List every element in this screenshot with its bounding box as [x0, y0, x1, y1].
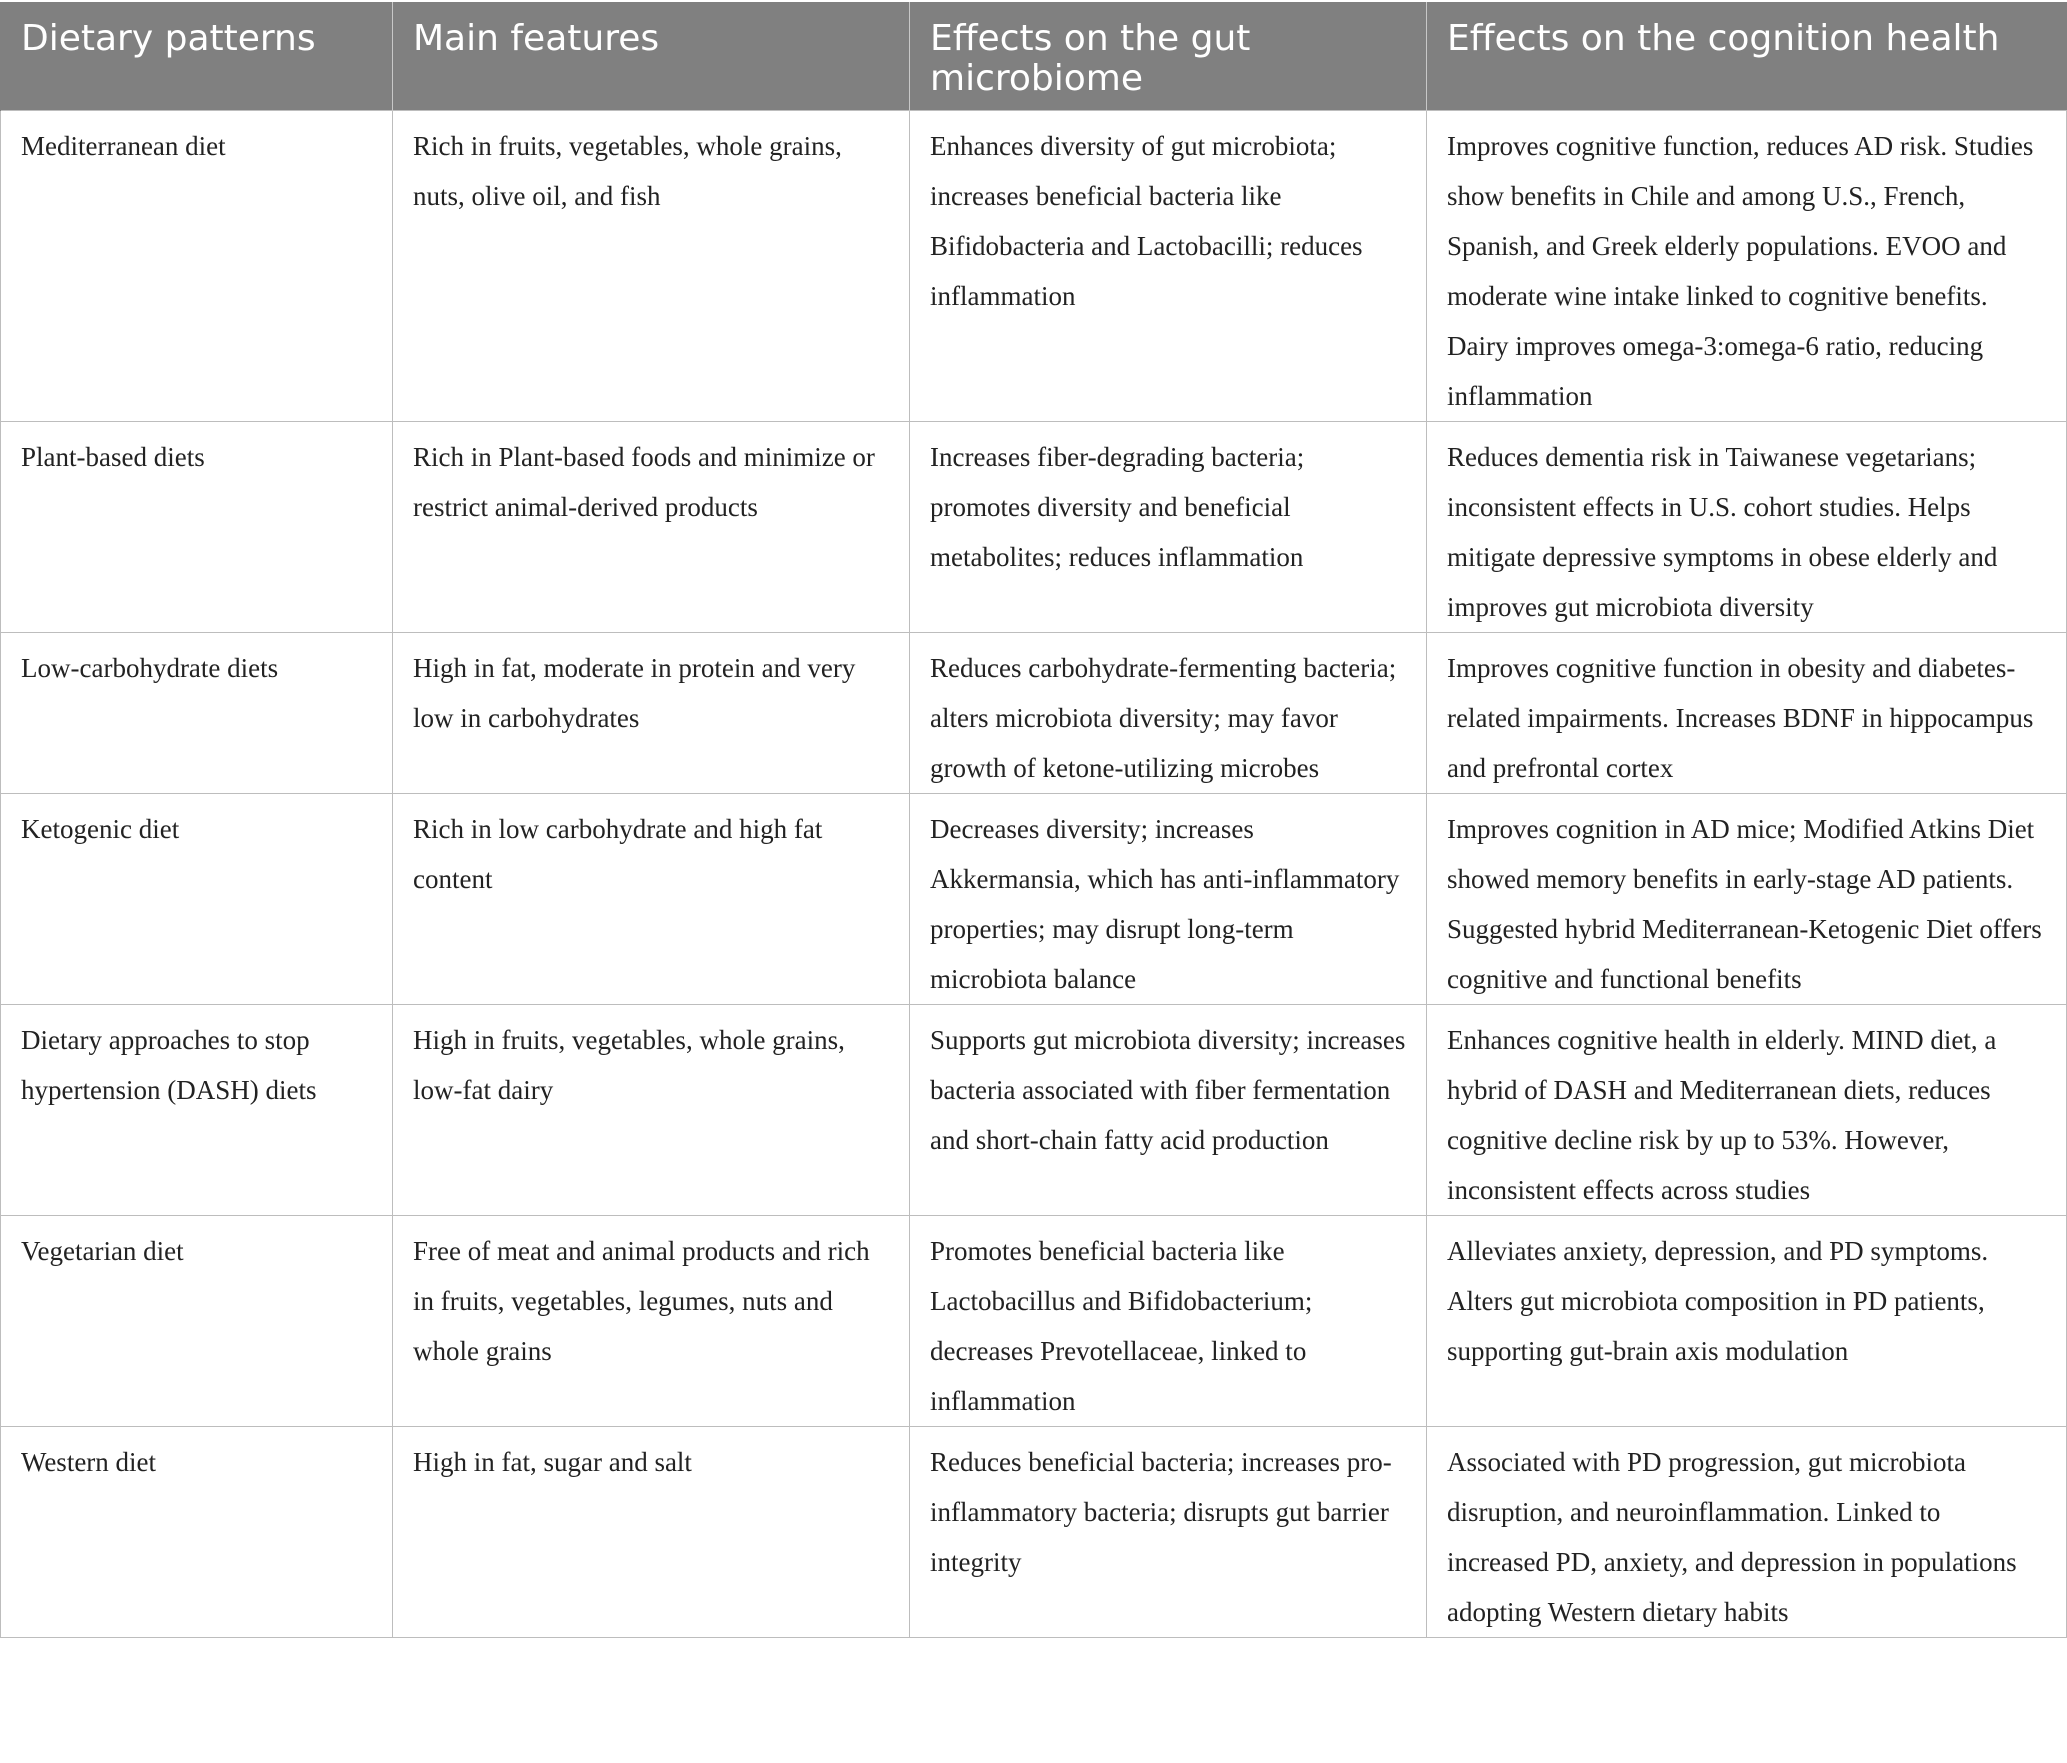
diet-comparison-table — [0, 2, 2067, 1638]
cell-features: Rich in low carbohydrate and high fat content — [393, 794, 910, 1005]
cell-pattern: Plant-based diets — [1, 422, 393, 633]
table-row — [1, 1216, 2067, 1427]
table-row — [1, 633, 2067, 794]
cell-features: Free of meat and animal products and rich in fruits, vegetables, legumes, nuts and whole grains — [393, 1216, 910, 1427]
header-row — [1, 2, 2067, 111]
cell-features: High in fat, sugar and salt — [393, 1427, 910, 1638]
cell-pattern: Western diet — [1, 1427, 393, 1638]
cell-features: High in fat, moderate in protein and very low in carbohydrates — [393, 633, 910, 794]
cell-cognition: Enhances cognitive health in elderly. MIND diet, a hybrid of DASH and Mediterranean diets, reduces cognitive decline risk by up to 53%. However, inconsistent effects across studies — [1427, 1005, 2067, 1216]
cell-pattern: Low-carbohydrate diets — [1, 633, 393, 794]
header-gut-microbiome-effects: Effects on the gut microbiome — [910, 2, 1427, 111]
cell-gut: Supports gut microbiota diversity; increases bacteria associated with fiber fermentation and short-chain fatty acid production — [910, 1005, 1427, 1216]
cell-gut: Enhances diversity of gut microbiota; increases beneficial bacteria like Bifidobacteria and Lactobacilli; reduces inflammation — [910, 111, 1427, 422]
cell-cognition: Improves cognitive function, reduces AD risk. Studies show benefits in Chile and among U.S., French, Spanish, and Greek elderly populations. EVOO and moderate wine intake linked to cognitive benefits. Dairy improves omega-3:omega-6 ratio, reducing inflammation — [1427, 111, 2067, 422]
cell-features: Rich in Plant-based foods and minimize or restrict animal-derived products — [393, 422, 910, 633]
table-body — [1, 111, 2067, 1638]
table-row — [1, 1427, 2067, 1638]
cell-features: High in fruits, vegetables, whole grains, low-fat dairy — [393, 1005, 910, 1216]
cell-cognition: Improves cognition in AD mice; Modified Atkins Diet showed memory benefits in early-stage AD patients. Suggested hybrid Mediterranean-Ketogenic Diet offers cognitive and functional benefits — [1427, 794, 2067, 1005]
table-row — [1, 422, 2067, 633]
table-row — [1, 1005, 2067, 1216]
cell-pattern: Dietary approaches to stop hypertension (DASH) diets — [1, 1005, 393, 1216]
header-main-features: Main features — [393, 2, 910, 111]
cell-cognition: Associated with PD progression, gut microbiota disruption, and neuroinflammation. Linked to increased PD, anxiety, and depression in populations adopting Western dietary habits — [1427, 1427, 2067, 1638]
cell-cognition: Alleviates anxiety, depression, and PD symptoms. Alters gut microbiota composition in PD patients, supporting gut-brain axis modulation — [1427, 1216, 2067, 1427]
cell-gut: Reduces carbohydrate-fermenting bacteria; alters microbiota diversity; may favor growth of ketone-utilizing microbes — [910, 633, 1427, 794]
header-cognition-effects: Effects on the cognition health — [1427, 2, 2067, 111]
cell-gut: Promotes beneficial bacteria like Lactobacillus and Bifidobacterium; decreases Prevotellaceae, linked to inflammation — [910, 1216, 1427, 1427]
table-row — [1, 794, 2067, 1005]
cell-pattern: Vegetarian diet — [1, 1216, 393, 1427]
cell-features: Rich in fruits, vegetables, whole grains, nuts, olive oil, and fish — [393, 111, 910, 422]
cell-gut: Increases fiber-degrading bacteria; promotes diversity and beneficial metabolites; reduces inflammation — [910, 422, 1427, 633]
header-dietary-patterns: Dietary patterns — [1, 2, 393, 111]
table-header — [1, 2, 2067, 111]
table-row — [1, 111, 2067, 422]
cell-cognition: Improves cognitive function in obesity and diabetes-related impairments. Increases BDNF in hippocampus and prefrontal cortex — [1427, 633, 2067, 794]
cell-gut: Reduces beneficial bacteria; increases pro-inflammatory bacteria; disrupts gut barrier integrity — [910, 1427, 1427, 1638]
cell-cognition: Reduces dementia risk in Taiwanese vegetarians; inconsistent effects in U.S. cohort studies. Helps mitigate depressive symptoms in obese elderly and improves gut microbiota diversity — [1427, 422, 2067, 633]
cell-pattern: Ketogenic diet — [1, 794, 393, 1005]
cell-pattern: Mediterranean diet — [1, 111, 393, 422]
cell-gut: Decreases diversity; increases Akkermansia, which has anti-inflammatory properties; may disrupt long-term microbiota balance — [910, 794, 1427, 1005]
